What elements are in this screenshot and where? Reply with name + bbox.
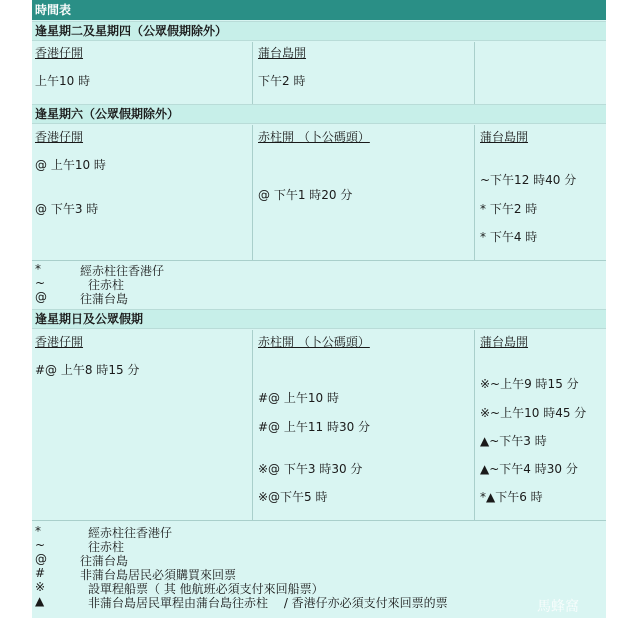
sunday-col3-time: ※~上午10 時45 分 [480,406,587,420]
note-text: 經赤柱往香港仔 [80,264,165,278]
note-symbol: @ [35,290,47,304]
saturday-col2-head: 赤柱開 （卜公碼頭） [258,130,370,144]
saturday-col2-time: @ 下午1 時20 分 [258,188,353,202]
saturday-col3-time: * 下午4 時 [480,230,538,244]
saturday-col3-time: ~下午12 時40 分 [480,173,577,187]
note-text: 往蒲台島 [80,292,129,306]
sunday-col2-time: ※@下午5 時 [258,490,328,504]
weekday-col1-head: 香港仔開 [35,46,84,60]
saturday-col3-time: * 下午2 時 [480,202,538,216]
note-symbol: ※ [35,580,46,594]
timetable-page [32,0,606,618]
sunday-col2-head: 赤柱開 （卜公碼頭） [258,335,370,349]
note-text: 非蒲台島居民單程由蒲台島往赤柱 / 香港仔亦必須支付來回票的票 [88,596,448,610]
divider [474,125,475,260]
note-symbol: ~ [35,538,46,552]
divider [252,42,253,104]
weekday-col1-time: 上午10 時 [35,74,91,88]
sunday-col1-time: #@ 上午8 時15 分 [35,363,140,377]
note-text: 往赤柱 [88,540,125,554]
divider [474,42,475,104]
timetable-title: 時間表 [32,0,606,20]
weekday-col2-head: 蒲台島開 [258,46,307,60]
sunday-col3-time: ▲~下午3 時 [480,434,547,448]
saturday-col3-head: 蒲台島開 [480,130,529,144]
note-text: 往蒲台島 [80,554,129,568]
divider [474,330,475,520]
note-text: 設單程船票（ 其 他航班必須支付來回船票） [88,582,324,596]
note-symbol: ▲ [35,594,45,608]
note-text: 非蒲台島居民必須購買來回票 [80,568,237,582]
divider [32,520,606,521]
sunday-col3-time: *▲下午6 時 [480,490,543,504]
sunday-col3-time: ▲~下午4 時30 分 [480,462,578,476]
sunday-col2-time: #@ 上午10 時 [258,391,339,405]
saturday-col1-time: @ 上午10 時 [35,158,106,172]
saturday-heading: 逢星期六（公眾假期除外） [32,104,606,124]
sunday-heading: 逢星期日及公眾假期 [32,309,606,329]
sunday-col3-time: ※~上午9 時15 分 [480,377,579,391]
note-symbol: ~ [35,276,46,290]
divider [252,125,253,260]
sunday-col1-head: 香港仔開 [35,335,84,349]
saturday-col1-time: @ 下午3 時 [35,202,99,216]
weekday-heading: 逢星期二及星期四（公眾假期除外） [32,21,606,41]
note-symbol: # [35,566,46,580]
sunday-col2-time: #@ 上午11 時30 分 [258,420,371,434]
sunday-col3-head: 蒲台島開 [480,335,529,349]
note-text: 往赤柱 [88,278,125,292]
note-symbol: @ [35,552,47,566]
divider [32,260,606,261]
sunday-col2-time: ※@ 下午3 時30 分 [258,462,363,476]
weekday-col2-time: 下午2 時 [258,74,306,88]
note-text: 經赤柱往香港仔 [88,526,173,540]
watermark-logo: 馬蜂窩 [537,599,579,615]
saturday-col1-head: 香港仔開 [35,130,84,144]
note-symbol: * [35,262,41,276]
divider [252,330,253,520]
note-symbol: * [35,524,41,538]
